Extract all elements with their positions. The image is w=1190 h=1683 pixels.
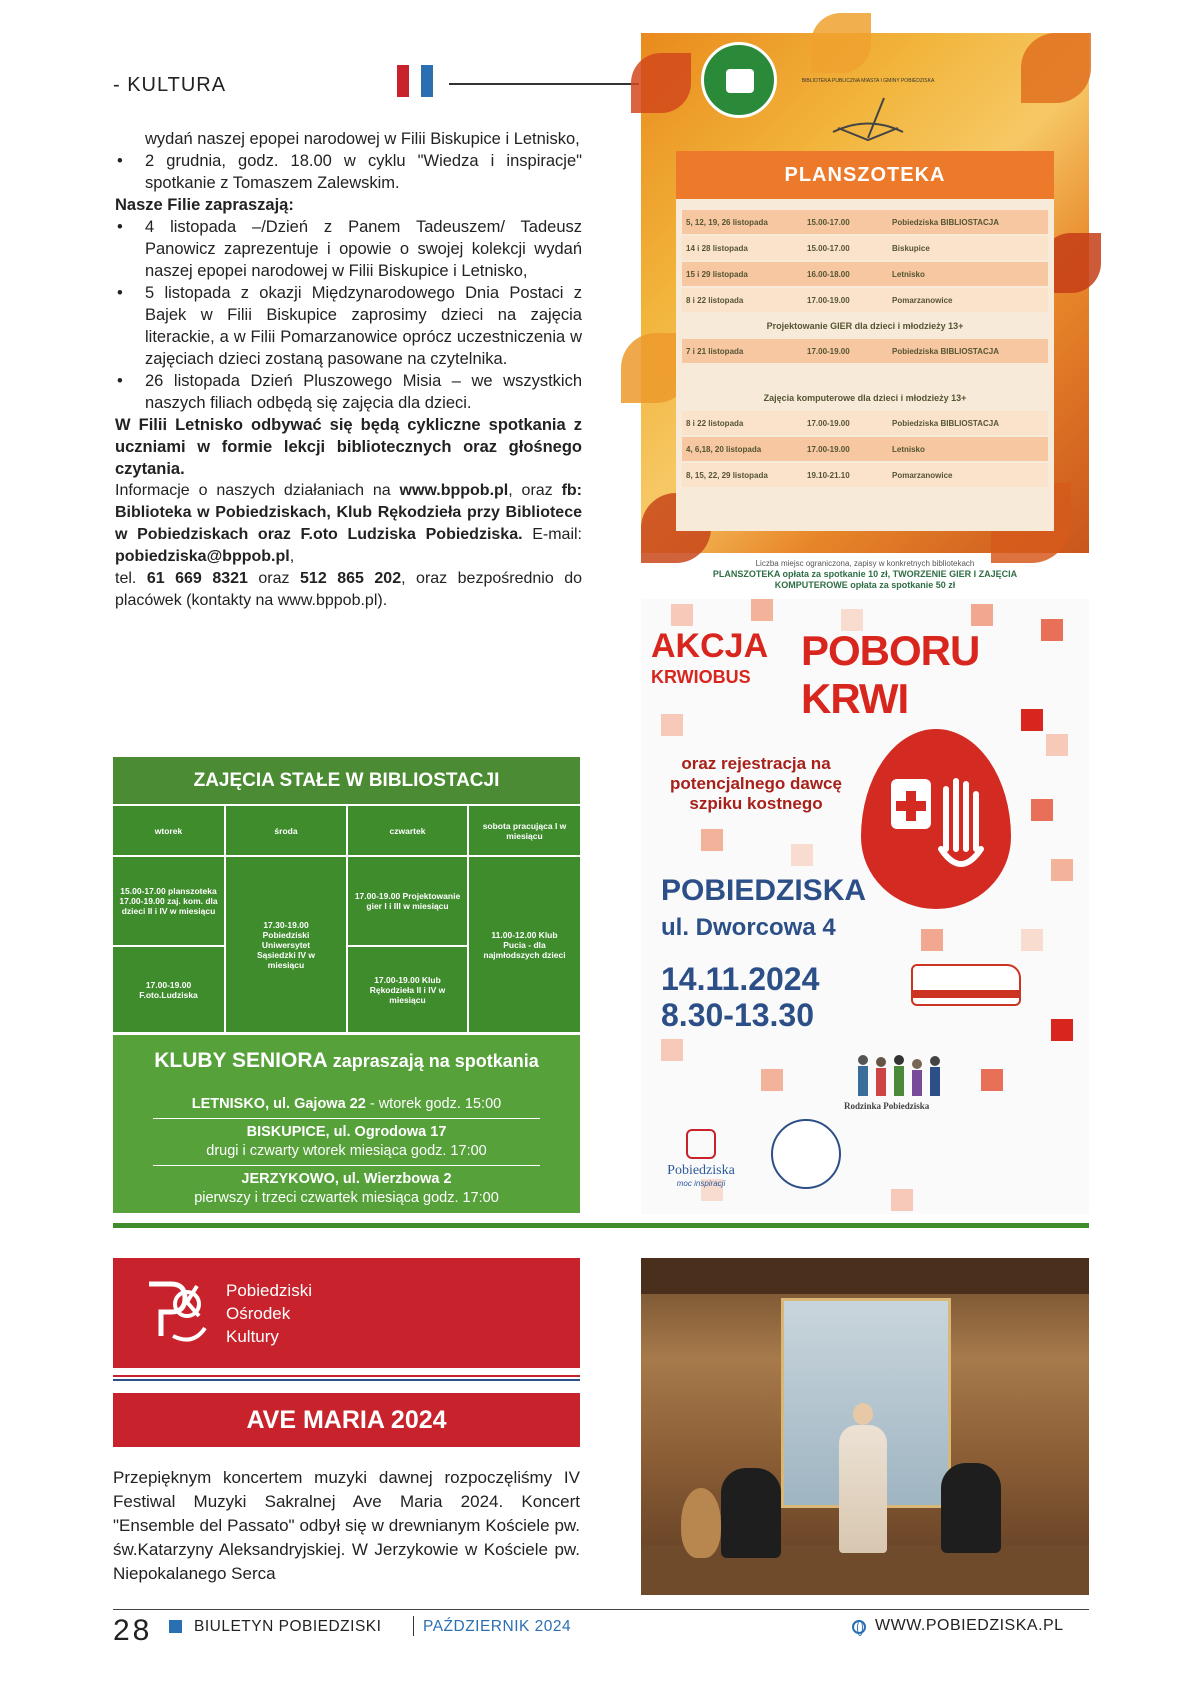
krwiobus-text: KRWIOBUS <box>651 667 751 687</box>
section-label: - KULTURA <box>113 74 227 96</box>
row-time: 19.10-21.10 <box>807 470 850 480</box>
info-text: , oraz bezpośrednio do placówek (kontakty na www.bppob.pl). <box>115 570 583 609</box>
square-icon <box>169 1620 182 1633</box>
row-dates: 14 i 28 listopada <box>686 243 748 253</box>
info-text: , oraz <box>508 482 562 499</box>
library-article <box>115 128 582 612</box>
club-time: pierwszy i trzeci czwartek miesiąca godz. 17:00 <box>194 1190 499 1206</box>
club-row <box>153 1170 540 1208</box>
row-place: Letnisko <box>892 444 925 454</box>
phone-1: 61 669 8321 <box>146 570 248 587</box>
footer-separator <box>413 1616 414 1636</box>
thursday-cell: 17.00-19.00 Klub Rękodzieła II i IV w miesiącu <box>348 947 467 1032</box>
bullet-item: • 2 grudnia, godz. 18.00 w cyklu "Wiedza i inspiracje" spotkanie z Tomaszem Zalewskim. <box>115 150 582 194</box>
info-text: , <box>289 548 295 565</box>
logo-tagline: moc inspiracji <box>676 1179 726 1188</box>
row-place: Pomarzanowice <box>892 470 953 480</box>
info-text: tel. <box>115 570 147 587</box>
games-subtitle: Projektowanie GIER dla dzieci i młodzieży 13+ <box>766 321 964 331</box>
poboru-krwi-title: POBORU KRWI <box>801 627 980 722</box>
schedule-row <box>682 210 1048 234</box>
ave-maria-text: Przepięknym koncertem muzyki dawnej rozpoczęliśmy IV Festiwal Muzyki Sakralnej Ave Maria 2024. Koncert "Ensemble del Passato" odbył się w drewnianym Kościele pw. św.Katarzyny Aleksandryjskiej. W Jerzykowie w Kościele pw. Niepokalanego Serca <box>113 1468 580 1583</box>
phone-2: 512 865 202 <box>300 570 402 587</box>
kluby-title-rest: zapraszają na spotkania <box>327 1051 539 1071</box>
schedule-row <box>682 262 1048 286</box>
row-time: 16.00-18.00 <box>807 269 850 279</box>
footer-rule <box>113 1609 1089 1610</box>
row-dates: 8 i 22 listopada <box>686 418 744 428</box>
info-text: E-mail: <box>522 526 582 543</box>
bullet-item: • 5 listopada z okazji Międzynarodowego Dnia Postaci z Bajek w Filii Biskupice zaprosimy dzieci na zajęcia literackie, a w Filii Pomarzanowice oprócz uczestniczenia w zajęciach dzieci zostaną pasowane na czytelnika. <box>115 282 582 370</box>
planszoteka-footnote <box>641 558 1089 591</box>
club-place: BISKUPICE, ul. Ogrodowa 17 <box>246 1124 447 1140</box>
club-time: drugi i czwarty wtorek miesiąca godz. 17:00 <box>206 1143 487 1159</box>
filie-heading: Nasze Filie zapraszają: <box>115 196 294 214</box>
row-place: Biskupice <box>892 243 930 253</box>
saturday-cell: 11.00-12.00 Klub Pucia - dla najmłodszych dzieci <box>469 857 580 1032</box>
registration-text: oraz rejestracja na potencjalnego dawcę szpiku kostnego <box>670 754 842 813</box>
pok-line: Pobiedziski <box>226 1281 312 1300</box>
row-time: 17.00-19.00 <box>807 346 850 356</box>
concert-photo <box>641 1258 1089 1595</box>
row-dates: 8, 15, 22, 29 listopada <box>686 470 768 480</box>
bullet-list-2 <box>115 216 582 414</box>
row-place: Pobiedziska BIBLIOSTACJA <box>892 217 999 227</box>
blood-drop-icon <box>861 729 1011 909</box>
wednesday-cell: 17.30-19.00 Pobiedziski Uniwersytet Sąsiedzki IV w miesiącu <box>226 857 346 1032</box>
pok-line: Ośrodek <box>226 1304 291 1323</box>
event-street: ul. Dworcowa 4 <box>661 914 836 941</box>
library-logo <box>801 70 935 150</box>
pok-name <box>226 1279 312 1348</box>
footnote-line: PLANSZOTEKA opłata za spotkanie 10 zł, TWORZENIE GIER I ZAJĘCIA <box>712 569 1018 579</box>
website-link[interactable]: WWW.POBIEDZISKA.PL <box>875 1617 1064 1634</box>
singer-figure <box>839 1403 887 1553</box>
pok-logo-icon <box>143 1276 209 1348</box>
akcja-text: AKCJA <box>651 627 769 665</box>
planszoteka-logo <box>701 42 777 118</box>
club-place: LETNISKO, ul. Gajowa 22 <box>191 1096 366 1112</box>
kluby-title <box>113 1049 580 1073</box>
schedule-row <box>682 411 1048 435</box>
club-row <box>153 1095 540 1114</box>
pok-banner <box>113 1258 580 1368</box>
row-time: 17.00-19.00 <box>807 418 850 428</box>
event-datetime <box>661 961 819 1033</box>
event-time: 8.30-13.30 <box>661 997 815 1033</box>
musician-figure <box>941 1463 1001 1553</box>
computer-subtitle: Zajęcia komputerowe dla dzieci i młodzieży 13+ <box>763 393 967 403</box>
row-dates: 8 i 22 listopada <box>686 295 744 305</box>
bullet-list-1 <box>115 150 582 194</box>
section-divider <box>113 1223 1089 1228</box>
bus-icon <box>911 964 1021 1006</box>
schedule-row <box>682 437 1048 461</box>
hand-icon <box>861 729 1011 909</box>
row-dates: 4, 6,18, 20 listopada <box>686 444 762 454</box>
bullet-item: • 26 listopada Dzień Pluszowego Misia – we wszystkich naszych filiach odbędą się zajęcia dla dzieci. <box>115 370 582 414</box>
musician-figure <box>721 1468 781 1558</box>
kluby-seniora-box <box>113 1035 580 1213</box>
planszoteka-title: PLANSZOTEKA <box>676 151 1054 199</box>
club-place: JERZYKOWO, ul. Wierzbowa 2 <box>241 1171 452 1187</box>
row-dates: 5, 12, 19, 26 listopada <box>686 217 768 227</box>
website-link[interactable]: www.bppob.pl <box>399 482 509 499</box>
blood-drive-poster <box>641 599 1089 1214</box>
event-date: 14.11.2024 <box>661 961 820 997</box>
row-place: Pomarzanowice <box>892 295 953 305</box>
schedule-row <box>682 463 1048 487</box>
row-time: 15.00-17.00 <box>807 217 850 227</box>
publication-name: BIULETYN POBIEDZISKI <box>194 1618 382 1635</box>
day-header: środa <box>226 806 346 855</box>
continued-text: wydań naszej epopei narodowej w Filii Biskupice i Letnisko, <box>145 130 580 148</box>
row-place: Pobiedziska BIBLIOSTACJA <box>892 346 999 356</box>
header-rule <box>449 83 639 85</box>
seal-logo <box>771 1119 841 1189</box>
info-text: oraz <box>247 570 301 587</box>
globe-icon <box>852 1620 866 1634</box>
row-time: 17.00-19.00 <box>807 295 850 305</box>
flag-mark <box>397 65 433 97</box>
zajecia-title: ZAJĘCIA STAŁE W BIBLIOSTACJI <box>193 770 500 791</box>
letnisko-paragraph: W Filii Letnisko odbywać się będą cykliczne spotkania z uczniami w formie lekcji bibliotecznych oraz głośnego czytania. <box>115 416 582 478</box>
ave-maria-title: AVE MARIA 2024 <box>113 1393 580 1447</box>
tricolor-rule <box>113 1375 580 1381</box>
pobiedziska-logo-icon <box>686 1129 716 1159</box>
kluby-title-bold: KLUBY SENIORA <box>154 1049 328 1072</box>
footnote-line: Liczba miejsc ograniczona, zapisy w konkretnych bibliotekach <box>755 559 975 568</box>
info-paragraph <box>115 480 582 612</box>
row-time: 17.00-19.00 <box>807 444 850 454</box>
day-header: czwartek <box>348 806 467 855</box>
day-header: wtorek <box>113 806 224 855</box>
bullet-item: • 4 listopada –/Dzień z Panem Tadeuszem/ Tadeusz Panowicz zaprezentuje i opowie o swojej kolekcji wydań naszej epopei narodowej w Filii Biskupice i Letnisko, <box>115 216 582 282</box>
zajecia-stale-table <box>113 757 580 1032</box>
issue-month: PAŹDZIERNIK 2024 <box>423 1618 572 1635</box>
event-city: POBIEDZISKA <box>661 874 867 907</box>
tuesday-cell: 15.00-17.00 planszoteka 17.00-19.00 zaj. kom. dla dzieci II i IV w miesiącu <box>113 857 224 945</box>
pobiedziska-logo <box>661 1129 741 1188</box>
footnote-line: KOMPUTEROWE opłata za spotkanie 50 zł <box>774 580 956 590</box>
facebook-text: fb: Biblioteka w Pobiedziskach, Klub Rękodzieła przy Bibliotece w Pobiedziskach oraz F.oto Ludziska Pobiedziska. <box>115 482 582 543</box>
row-time: 15.00-17.00 <box>807 243 850 253</box>
info-text: Informacje o naszych działaniach na <box>115 482 400 499</box>
logo-name: Pobiedziska <box>667 1163 735 1178</box>
library-logo-text: BIBLIOTEKA PUBLICZNA MIASTA I GMINY POBIEDZISKA <box>801 78 935 84</box>
row-dates: 7 i 21 listopada <box>686 346 744 356</box>
club-row <box>153 1123 540 1161</box>
thursday-cell: 17.00-19.00 Projektowanie gier I i III w miesiącu <box>348 857 467 945</box>
email-link[interactable]: pobiedziska@bppob.pl <box>115 548 290 565</box>
harp-icon <box>681 1488 721 1558</box>
day-header: sobota pracująca I w miesiącu <box>469 806 580 855</box>
row-place: Pobiedziska BIBLIOSTACJA <box>892 418 999 428</box>
schedule-row <box>682 236 1048 260</box>
page-number: 28 <box>113 1614 153 1647</box>
row-place: Letnisko <box>892 269 925 279</box>
rodzinka-label: Rodzinka Pobiedziska <box>844 1101 930 1111</box>
people-illustration <box>853 1052 953 1098</box>
schedule-row <box>682 339 1048 363</box>
pok-line: Kultury <box>226 1327 279 1346</box>
club-time: - wtorek godz. 15:00 <box>365 1096 502 1112</box>
row-dates: 15 i 29 listopada <box>686 269 748 279</box>
schedule-row <box>682 288 1048 312</box>
tuesday-cell: 17.00-19.00 F.oto.Ludziska <box>113 947 224 1032</box>
